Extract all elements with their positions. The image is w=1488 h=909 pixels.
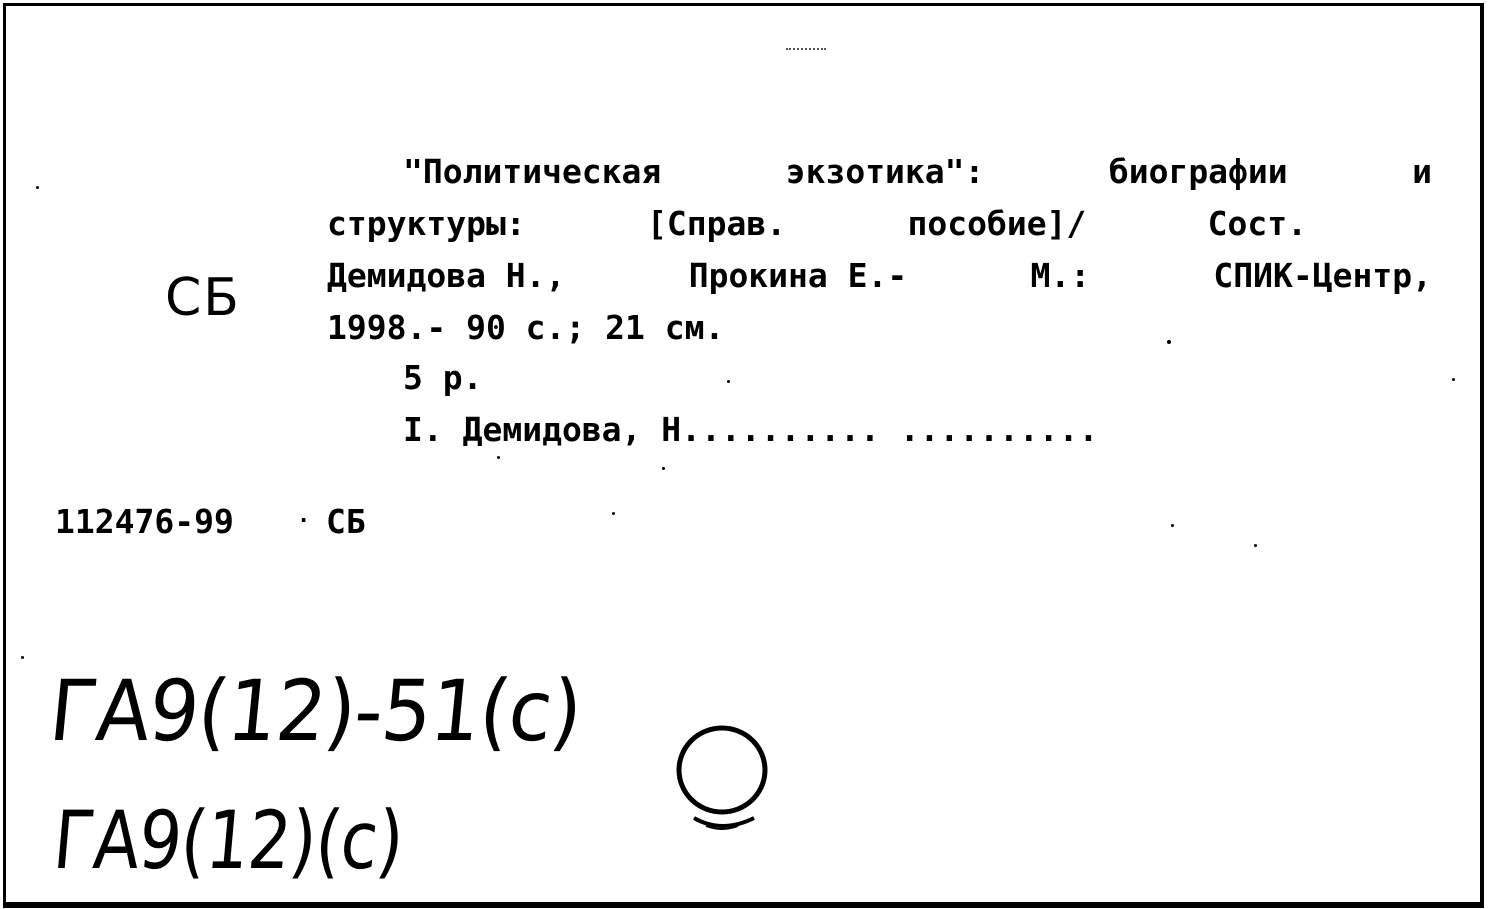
handwritten-class-code-2: ГА9(12)(с) [49, 794, 407, 887]
description-word: СПИК-Центр, [1213, 256, 1432, 295]
top-mark [786, 48, 826, 50]
description-line-1 [327, 146, 1432, 198]
description-word: Прокина Е.- [688, 256, 908, 295]
speck [1254, 544, 1257, 547]
description-word: экзотика": [785, 152, 985, 191]
speck [36, 186, 39, 189]
description-word: Демидова Н., [327, 256, 566, 295]
description-word: "Политическая [403, 152, 662, 191]
tracing-entry: I. Демидова, Н.......... .......... [403, 410, 1099, 449]
description-word: М.: [1030, 256, 1091, 295]
speck [612, 512, 615, 515]
description-word: и [1412, 152, 1432, 191]
accession-number: 112476-99 [55, 502, 234, 541]
price: 5 р. [403, 358, 483, 397]
accession-separator: · [297, 509, 311, 534]
accession-suffix: СБ [326, 502, 366, 541]
speck [497, 456, 500, 459]
description-word: структуры: [327, 204, 526, 243]
handwritten-class-code-1: ГА9(12)-51(с) [45, 662, 586, 760]
description-word: [Справ. [647, 204, 787, 243]
speck [662, 467, 665, 470]
speck [1452, 378, 1455, 381]
description-word: пособие]/ [907, 204, 1087, 243]
description-line-2 [327, 198, 1307, 250]
handwritten-sigla: СБ [165, 268, 241, 328]
speck [1167, 340, 1171, 344]
punch-hole-icon [672, 722, 772, 838]
speck [1171, 524, 1174, 527]
description-word: Сост. [1207, 204, 1307, 243]
description-word: биографии [1108, 152, 1288, 191]
speck [21, 656, 24, 659]
speck [727, 380, 730, 383]
description-line-4: 1998.- 90 с.; 21 см. [327, 308, 725, 347]
description-line-3 [327, 250, 1432, 302]
